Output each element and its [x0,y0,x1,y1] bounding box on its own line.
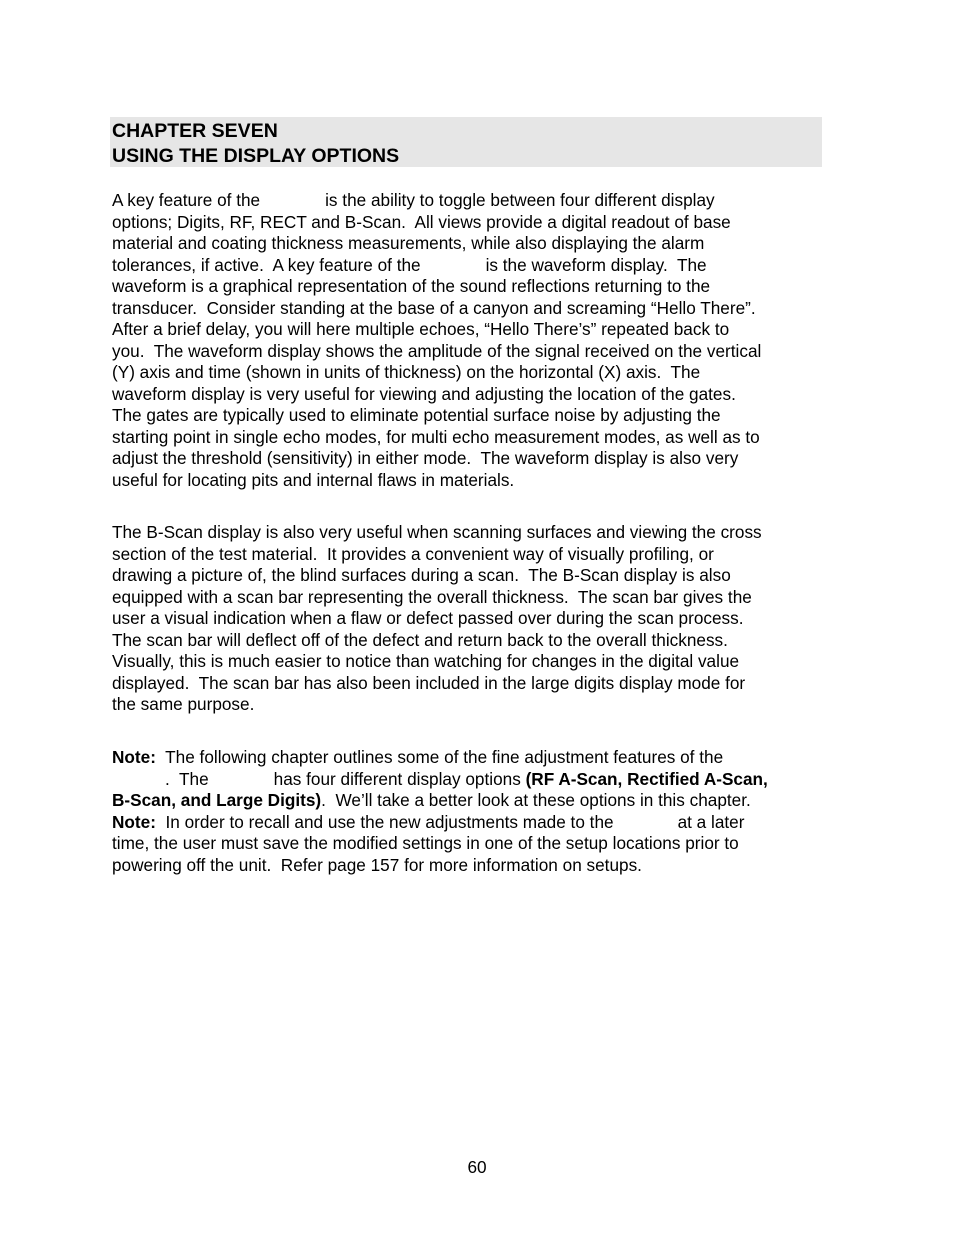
chapter-number: CHAPTER SEVEN [112,120,278,142]
text-line: options; Digits, RF, RECT and B-Scan. All views provide a digital readout of base [112,211,731,232]
text-line: useful for locating pits and internal flaws in materials. [112,469,515,490]
text-line: Visually, this is much easier to notice than watching for changes in the digital value [112,651,740,671]
text-span: at a later [677,811,745,832]
text-line: equipped with a scan bar representing the overall thickness. The scan bar gives the [112,586,752,607]
text-span: . We’ll take a better look at these options in this chapter. [321,790,751,810]
note-label: Note: [112,747,156,767]
chapter-header [110,117,822,167]
text-line: the same purpose. [112,694,255,714]
text-line: section of the test material. It provides a convenient way of visually profiling, or [112,543,714,564]
text-line: The B-Scan display is also very useful when scanning surfaces and viewing the cross [112,522,762,542]
display-options-bold: (RF A-Scan, Rectified A-Scan, [525,768,768,789]
notes-paragraph [112,747,824,876]
display-options-bold: B-Scan, and Large Digits) [112,790,322,810]
bscan-paragraph [112,522,824,716]
text-span: tolerances, if active. A key feature of the [112,254,421,275]
note-label: Note: [112,811,156,832]
text-line: After a brief delay, you will here multiple echoes, “Hello There’s” repeated back to [112,319,730,339]
text-line: you. The waveform display shows the amplitude of the signal received on the vertical [112,340,762,361]
text-line: The gates are typically used to eliminate potential surface noise by adjusting the [112,405,721,425]
text-line: adjust the threshold (sensitivity) in either mode. The waveform display is also very [112,448,739,468]
text-line: displayed. The scan bar has also been included in the large digits display mode for [112,672,746,693]
text-span: In order to recall and use the new adjustments made to the [155,811,614,832]
text-line: The scan bar will deflect off of the defect and return back to the overall thickness. [112,629,728,650]
text-line: (Y) axis and time (shown in units of thickness) on the horizontal (X) axis. The [112,362,701,382]
text-line: waveform display is very useful for viewing and adjusting the location of the gates. [112,383,736,404]
text-line: user a visual indication when a flaw or defect passed over during the scan process. [112,608,744,628]
page-number: 60 [467,1157,487,1177]
text-span: is the ability to toggle between four different display [325,190,715,210]
chapter-title: USING THE DISPLAY OPTIONS [112,144,400,167]
text-line: powering off the unit. Refer page 157 for more information on setups. [112,854,642,875]
text-span: A key feature of the [112,190,261,210]
text-span: has four different display options [273,768,526,789]
text-span: The following chapter outlines some of the fine adjustment features of the [155,747,724,767]
text-line: drawing a picture of, the blind surfaces during a scan. The B-Scan display is also [112,565,731,585]
text-span: is the waveform display. The [485,254,707,275]
text-line: starting point in single echo modes, for multi echo measurement modes, as well as to [112,426,760,447]
text-line: transducer. Consider standing at the base of a canyon and screaming “Hello There”. [112,297,756,318]
text-line: material and coating thickness measurements, while also displaying the alarm [112,233,705,253]
text-span: . The [165,768,209,789]
text-line: waveform is a graphical representation of the sound reflections returning to the [112,276,711,296]
text-line: time, the user must save the modified settings in one of the setup locations prior to [112,833,739,853]
intro-paragraph [112,190,824,491]
